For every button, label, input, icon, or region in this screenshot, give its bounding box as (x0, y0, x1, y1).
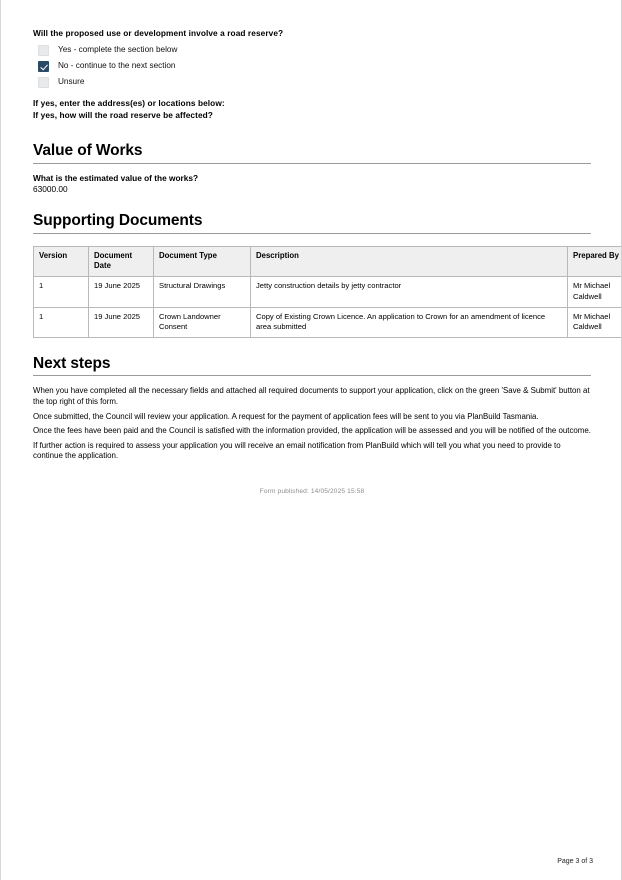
road-reserve-section (33, 28, 591, 121)
column-header-description: Description (251, 246, 568, 277)
table-row (34, 307, 622, 337)
cell-prepared-by: Mr Michael Caldwell (568, 277, 622, 307)
option-label: Unsure (58, 77, 85, 87)
option-yes[interactable] (38, 42, 591, 58)
page-content (33, 28, 619, 495)
next-steps-paragraph: If further action is required to assess your application you will receive an email notification from PlanBuild which will tell you what you need to provide to continue the application. (33, 440, 561, 461)
section-heading-value-of-works: Value of Works (33, 142, 591, 164)
page-number: Page 3 of 3 (557, 858, 593, 865)
option-label: No - continue to the next section (58, 61, 176, 71)
supporting-documents-table (33, 246, 622, 338)
section-heading-next-steps: Next steps (33, 355, 591, 377)
value-of-works-section (33, 142, 591, 195)
supporting-documents-section (33, 212, 619, 337)
conditional-question-effect: If yes, how will the road reserve be affected? (33, 109, 213, 120)
cell-prepared-by: Mr Michael Caldwell (568, 307, 622, 337)
checkbox-unchecked-icon[interactable] (38, 77, 49, 88)
column-header-document-type: Document Type (154, 246, 251, 277)
column-header-document-date: Document Date (89, 246, 154, 277)
form-published-text: Form published: 14/05/2025 15:58 (259, 487, 365, 495)
next-steps-paragraph: Once submitted, the Council will review your application. A request for the payment of application fees will be sent to you via PlanBuild Tasmania. (33, 411, 539, 421)
cell-version: 1 (34, 307, 89, 337)
table-header-row (34, 246, 622, 277)
option-no[interactable] (38, 58, 591, 74)
checkbox-unchecked-icon[interactable] (38, 45, 49, 56)
conditional-question-address: If yes, enter the address(es) or locations below: (33, 98, 225, 109)
cell-document-date: 19 June 2025 (89, 277, 154, 307)
option-unsure[interactable] (38, 74, 591, 90)
cell-description: Jetty construction details by jetty contractor (251, 277, 568, 307)
cell-document-date: 19 June 2025 (89, 307, 154, 337)
cell-document-type: Crown Landowner Consent (154, 307, 251, 337)
table-row (34, 277, 622, 307)
cell-version: 1 (34, 277, 89, 307)
checkbox-checked-icon[interactable] (38, 61, 49, 72)
section-heading-supporting-documents: Supporting Documents (33, 212, 591, 234)
cell-description: Copy of Existing Crown Licence. An application to Crown for an amendment of licence area submitted (251, 307, 568, 337)
road-reserve-options (33, 42, 591, 90)
road-reserve-question: Will the proposed use or development involve a road reserve? (33, 28, 284, 38)
column-header-prepared-by: Prepared By (568, 246, 622, 277)
estimated-value-text: 63000.00 (33, 184, 68, 195)
cell-document-type: Structural Drawings (154, 277, 251, 307)
option-label: Yes - complete the section below (58, 45, 178, 55)
next-steps-paragraph: Once the fees have been paid and the Council is satisfied with the information provided, the application will be assessed and you will be notified of the outcome. (33, 426, 591, 436)
next-steps-section (33, 355, 591, 462)
estimated-value-label: What is the estimated value of the works? (33, 172, 199, 183)
next-steps-paragraph: When you have completed all the necessary fields and attached all required documents to support your application, click on the green 'Save & Submit' button at the top right of this form. (33, 386, 590, 406)
column-header-version: Version (34, 246, 89, 277)
